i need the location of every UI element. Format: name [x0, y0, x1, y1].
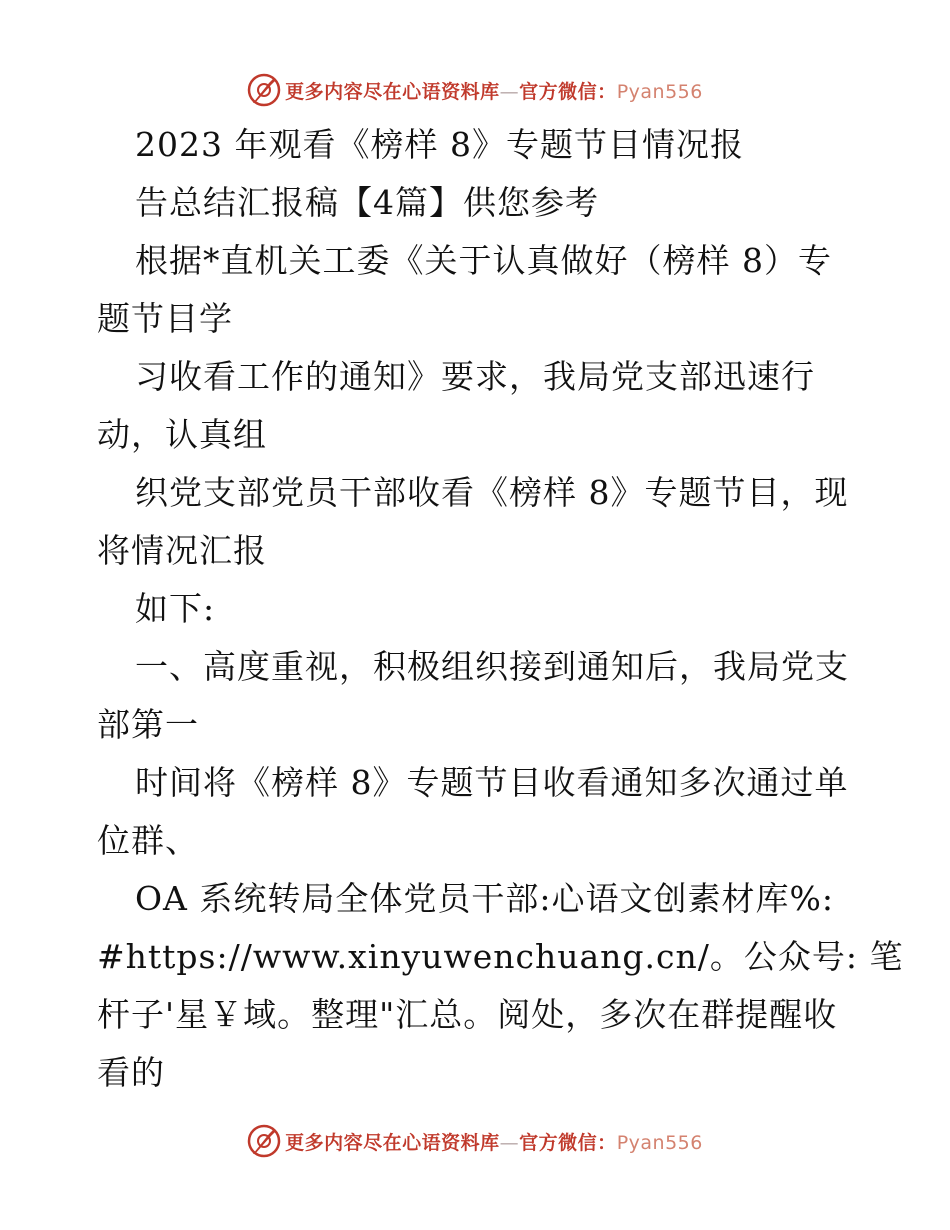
body-line: 织党支部党员干部收看《榜样 8》专题节目，现: [135, 473, 849, 512]
body-line: 告总结汇报稿【4篇】供您参考: [135, 183, 599, 222]
watermark-separator: —: [499, 1131, 520, 1154]
body-line: 题节目学: [97, 299, 233, 338]
watermark-separator: —: [499, 80, 520, 103]
body-line: 如下:: [135, 589, 216, 628]
body-line: 动，认真组: [97, 415, 267, 454]
watermark-wechat-id: Pyan556: [616, 80, 703, 103]
body-line: 看的: [97, 1053, 165, 1092]
feather-pen-logo-icon: [247, 1124, 281, 1158]
body-line: OA 系统转局全体党员干部:心语文创素材库%:: [135, 879, 834, 918]
header-watermark: [0, 70, 950, 110]
body-line: 将情况汇报: [97, 531, 267, 570]
body-line: 习收看工作的通知》要求，我局党支部迅速行: [135, 357, 815, 396]
watermark-main-text: 更多内容尽在心语资料库: [285, 80, 500, 103]
watermark-main-text: 更多内容尽在心语资料库: [285, 1131, 500, 1154]
body-line: 杆子'星￥域。整理"汇总。阅处，多次在群提醒收: [97, 995, 838, 1034]
body-line: 部第一: [97, 705, 199, 744]
document-body: [97, 116, 904, 1102]
body-line: 一、高度重视，积极组织接到通知后，我局党支: [135, 647, 849, 686]
watermark-label: 官方微信：: [519, 80, 617, 103]
feather-pen-logo-icon: [247, 73, 281, 107]
watermark-label: 官方微信：: [519, 1131, 617, 1154]
footer-watermark: [0, 1121, 950, 1161]
body-line: 2023 年观看《榜样 8》专题节目情况报: [135, 125, 744, 164]
watermark-wechat-id: Pyan556: [616, 1131, 703, 1154]
body-line: 根据*直机关工委《关于认真做好（榜样 8）专: [135, 241, 832, 280]
body-line: 位群、: [97, 821, 199, 860]
body-line: 时间将《榜样 8》专题节目收看通知多次通过单: [135, 763, 849, 802]
body-line: #https://www.xinyuwenchuang.cn/。公众号: 笔: [97, 937, 904, 976]
